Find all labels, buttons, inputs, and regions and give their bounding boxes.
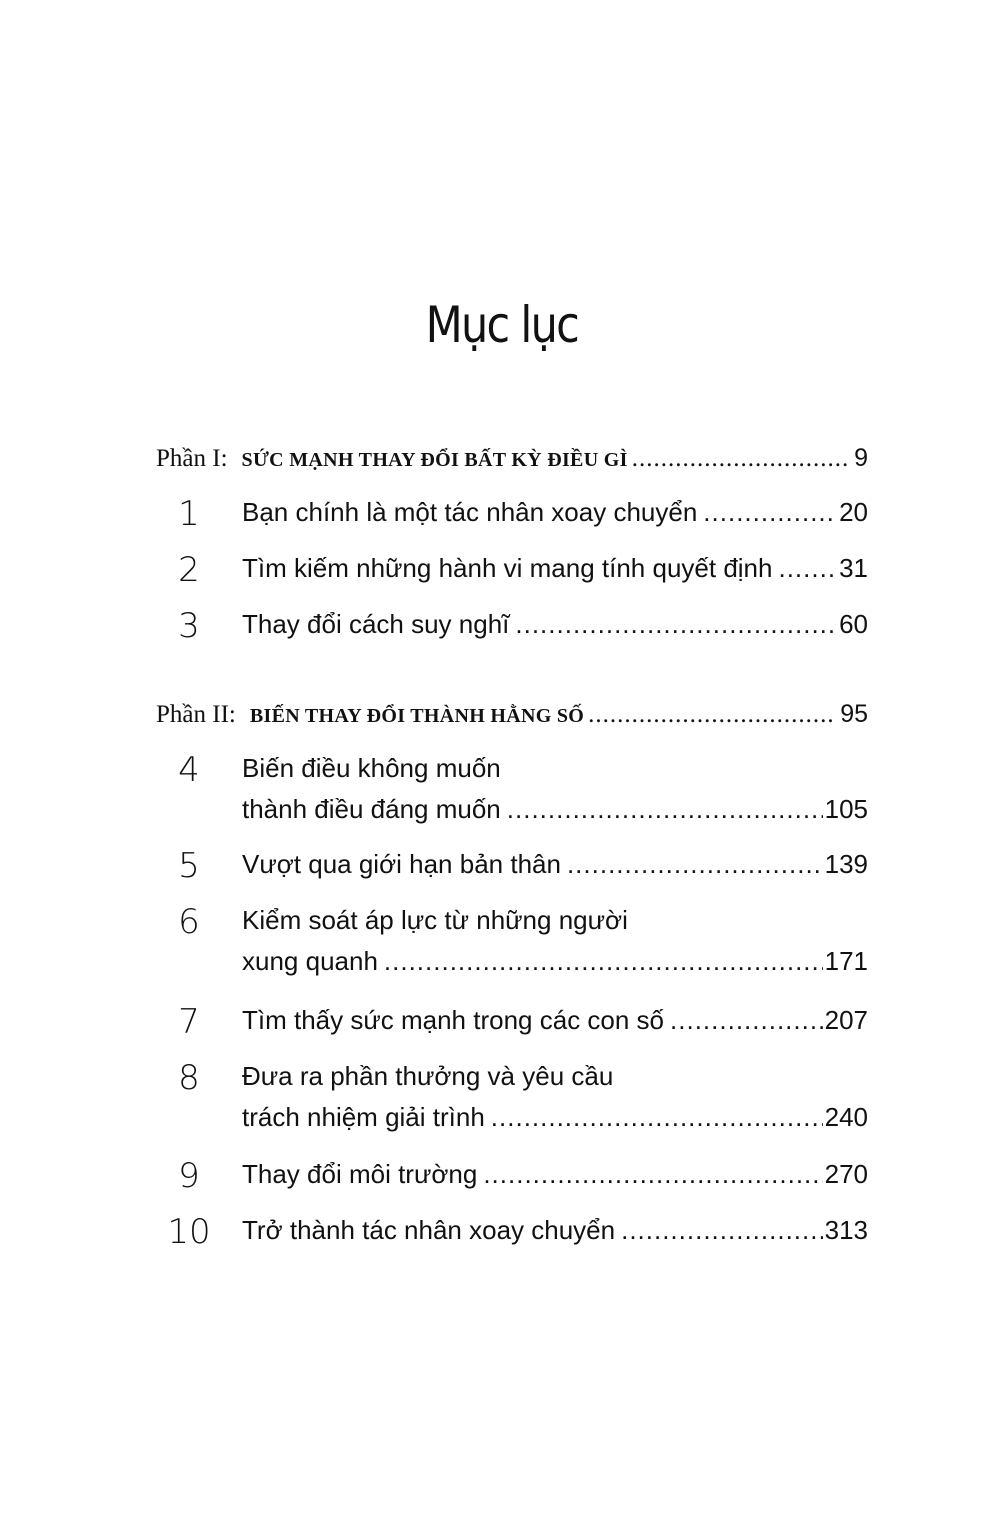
chapter-title-line bbox=[242, 748, 868, 789]
chapter-title-line bbox=[242, 789, 868, 830]
dot-leader bbox=[632, 445, 850, 473]
part-label: Phần I: bbox=[156, 445, 228, 472]
chapter-number: 6 bbox=[178, 902, 200, 942]
chapter-page-number: 20 bbox=[839, 497, 868, 527]
dot-leader bbox=[778, 548, 837, 589]
chapter-title-line bbox=[242, 900, 868, 941]
chapter-title-line bbox=[242, 1000, 868, 1041]
page-title: Mục lục bbox=[425, 296, 579, 354]
dot-leader bbox=[567, 844, 823, 885]
chapter-number: 2 bbox=[178, 550, 200, 590]
chapter-title-line bbox=[242, 1210, 868, 1251]
chapter-page-number: 31 bbox=[839, 553, 868, 583]
chapter-title-line bbox=[242, 604, 868, 645]
chapter-number: 7 bbox=[178, 1002, 200, 1042]
chapter-title: Kiểm soát áp lực từ những người bbox=[242, 905, 628, 935]
dot-leader bbox=[483, 1154, 822, 1195]
chapter-title-continued: xung quanh bbox=[242, 946, 378, 976]
chapter-title: Thay đổi môi trường bbox=[242, 1159, 478, 1189]
chapter-title: Tìm thấy sức mạnh trong các con số bbox=[242, 1005, 665, 1035]
chapter-title: Tìm kiếm những hành vi mang tính quyết định bbox=[242, 553, 773, 583]
dot-leader bbox=[621, 1210, 823, 1251]
part-page-number: 9 bbox=[854, 444, 868, 472]
chapter-title: Vượt qua giới hạn bản thân bbox=[242, 849, 561, 879]
chapter-title-line bbox=[242, 1154, 868, 1195]
chapter-title-continued: trách nhiệm giải trình bbox=[242, 1102, 485, 1132]
chapter-page-number: 60 bbox=[839, 609, 868, 639]
chapter-title-line bbox=[242, 548, 868, 589]
chapter-page-number: 207 bbox=[824, 1005, 868, 1035]
part-label: Phần II: bbox=[156, 701, 236, 728]
part-heading-2 bbox=[156, 700, 868, 729]
chapter-title: Biến điều không muốn bbox=[242, 753, 501, 783]
dot-leader bbox=[703, 492, 837, 533]
chapter-title: Bạn chính là một tác nhân xoay chuyển bbox=[242, 497, 698, 527]
dot-leader bbox=[588, 701, 836, 729]
chapter-title-continued: thành điều đáng muốn bbox=[242, 794, 501, 824]
chapter-page-number: 105 bbox=[824, 794, 868, 824]
dot-leader bbox=[491, 1097, 823, 1138]
chapter-title: Thay đổi cách suy nghĩ bbox=[242, 609, 510, 639]
chapter-title-line bbox=[242, 941, 868, 982]
chapter-page-number: 270 bbox=[824, 1159, 868, 1189]
chapter-page-number: 171 bbox=[824, 946, 868, 976]
chapter-page-number: 240 bbox=[824, 1102, 868, 1132]
chapter-title-line bbox=[242, 492, 868, 533]
dot-leader bbox=[384, 941, 823, 982]
chapter-number: 4 bbox=[178, 750, 200, 790]
chapter-title: Đưa ra phần thưởng và yêu cầu bbox=[242, 1061, 614, 1091]
chapter-page-number: 313 bbox=[824, 1215, 868, 1245]
part-title: SỨC MẠNH THAY ĐỔI BẤT KỲ ĐIỀU GÌ bbox=[241, 449, 628, 471]
dot-leader bbox=[507, 789, 823, 830]
chapter-number: 1 bbox=[178, 494, 200, 534]
chapter-title-line bbox=[242, 844, 868, 885]
chapter-number: 8 bbox=[178, 1058, 200, 1098]
chapter-page-number: 139 bbox=[824, 849, 868, 879]
dot-leader bbox=[670, 1000, 823, 1041]
dot-leader bbox=[515, 604, 837, 645]
chapter-title-line bbox=[242, 1097, 868, 1138]
part-heading-1 bbox=[156, 444, 868, 473]
chapter-number: 3 bbox=[178, 606, 200, 646]
chapter-number: 10 bbox=[167, 1212, 211, 1252]
chapter-title: Trở thành tác nhân xoay chuyển bbox=[242, 1215, 616, 1245]
chapter-number: 9 bbox=[178, 1156, 200, 1196]
part-title: BIẾN THAY ĐỔI THÀNH HẰNG SỐ bbox=[249, 705, 585, 727]
chapter-number: 5 bbox=[178, 846, 200, 886]
part-page-number: 95 bbox=[840, 700, 868, 728]
chapter-title-line bbox=[242, 1056, 868, 1097]
